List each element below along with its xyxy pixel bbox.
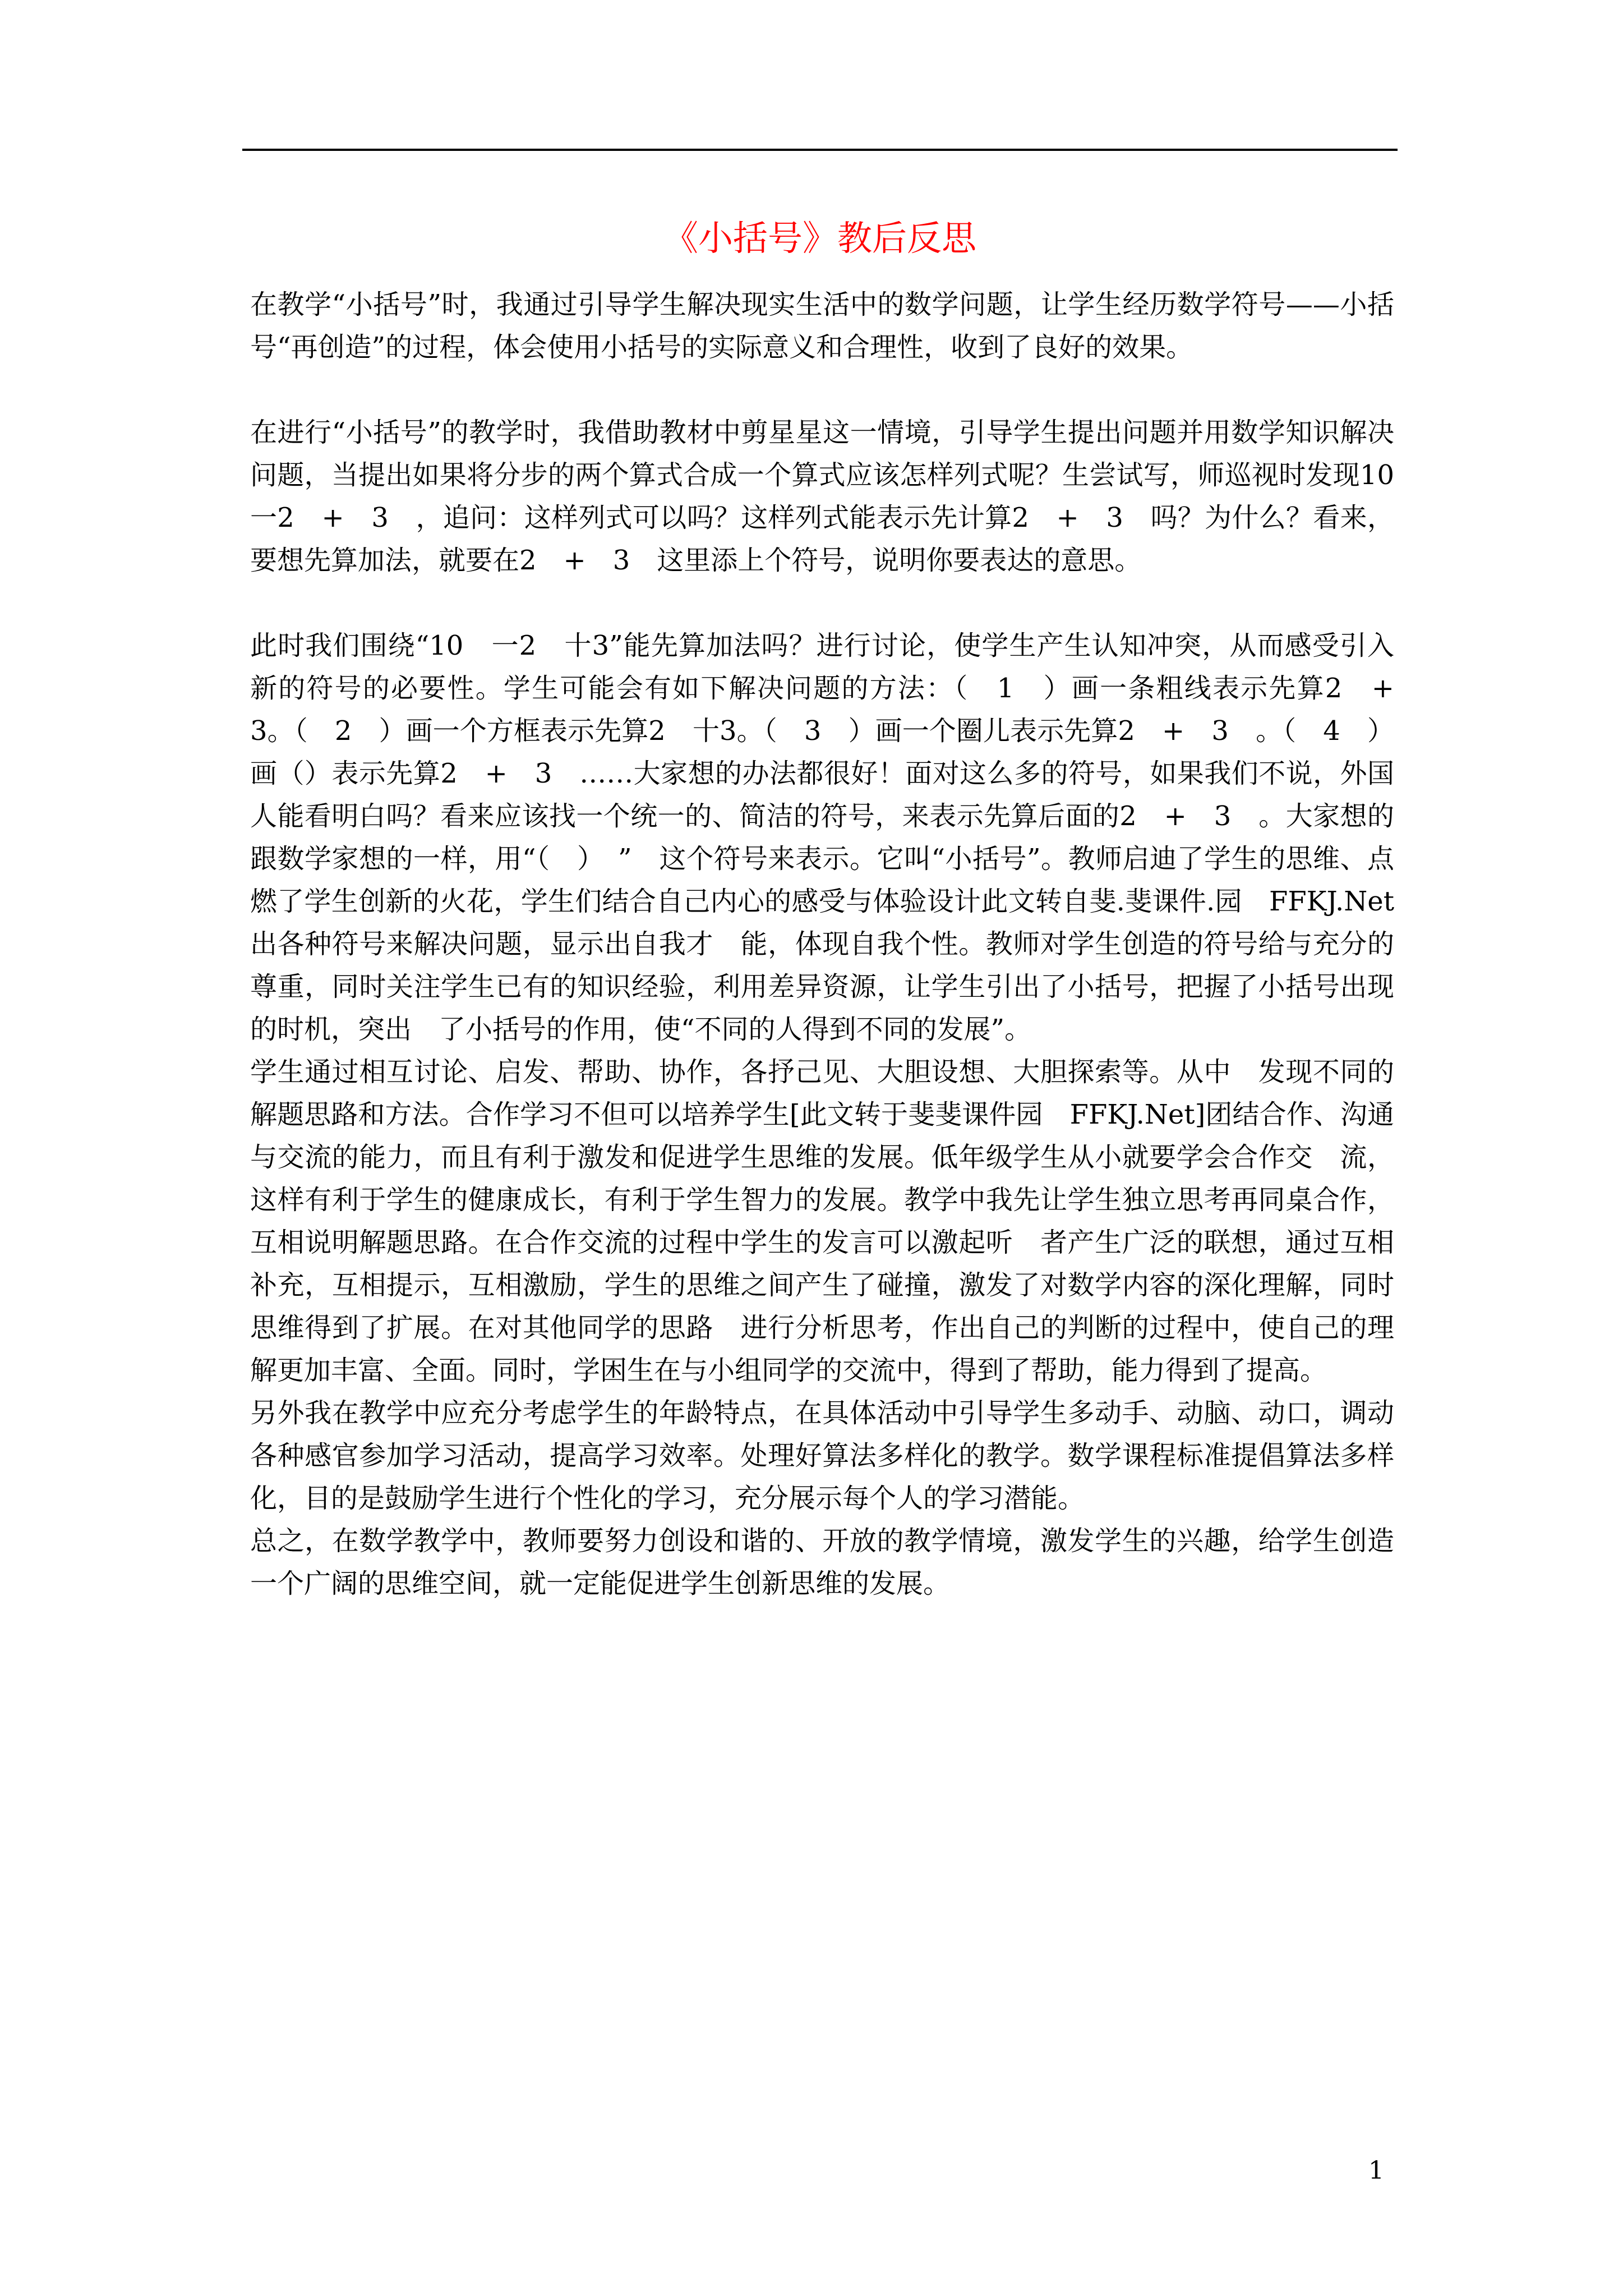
header-rule	[242, 149, 1398, 151]
paragraph-intro: 在教学“小括号”时，我通过引导学生解决现实生活中的数学问题，让学生经历数学符号——小括号“再创造”的过程，体会使用小括号的实际意义和合理性，收到了良好的效果。	[250, 289, 1394, 363]
paragraph-discussion: 此时我们围绕“10 一2 十3”能先算加法吗？进行讨论，使学生产生认知冲突，从而感受引入新的符号的必要性。学生可能会有如下解决问题的方法：（ 1 ）画一条粗线表示先算2 + 3。（ 2 ）画一个方框表示先算2 十3。（ 3 ）画一个圈儿表示先算2 + 3 。（ 4 ）画（）表示先算2 + 3 ……大家想的办法都很好！面对这么多的符号，如果我们不说，外国人能看明白吗？看来应该找一个统一的、简洁的符号，来表示先算后面的2 + 3 。大家想的跟数学家想的一样，用“（ ） ” 这个符号来表示。它叫“小括号”。教师启迪了学生的思维、点燃了学生创新的火花，学生们结合自己内心的感受与体验设计此文转自斐.斐课件.园 FFKJ.Net出各种符号来解决问题，显示出自我才 能，体现自我个性。教师对学生创造的符号给与充分的尊重，同时关注学生已有的知识经验，利用差异资源，让学生引出了小括号，把握了小括号出现的时机，突出 了小括号的作用，使“不同的人得到不同的发展”。	[250, 630, 1422, 1045]
paragraph-conclusion: 总之，在数学教学中，教师要努力创设和谐的、开放的教学情境，激发学生的兴趣，给学生创造一个广阔的思维空间，就一定能促进学生创新思维的发展。	[250, 1525, 1394, 1599]
paragraph-lesson-setup: 在进行“小括号”的教学时，我借助教材中剪星星这一情境，引导学生提出问题并用数学知识解决问题，当提出如果将分步的两个算式合成一个算式应该怎样列式呢？生尝试写，师巡视时发现10 一2 + 3 ，追问：这样列式可以吗？这样列式能表示先计算2 + 3 吗？为什么？看来，要想先算加法，就要在2 + 3 这里添上个符号，说明你要表达的意思。	[250, 417, 1422, 576]
document-body	[250, 283, 1422, 1605]
document-title: 《小括号》教后反思	[663, 218, 976, 259]
page-number: 1	[1368, 2156, 1384, 2185]
paragraph-age-characteristics: 另外我在教学中应充分考虑学生的年龄特点，在具体活动中引导学生多动手、动脑、动口，调动各种感官参加学习活动，提高学习效率。处理好算法多样化的教学。数学课程标准提倡算法多样化，目的是鼓励学生进行个性化的学习，充分展示每个人的学习潜能。	[250, 1397, 1394, 1514]
paragraph-cooperation: 学生通过相互讨论、启发、帮助、协作，各抒己见、大胆设想、大胆探索等。从中 发现不同的解题思路和方法。合作学习不但可以培养学生[此文转于斐斐课件园 FFKJ.Net]团结合作、沟通与交流的能力，而且有利于激发和促进学生思维的发展。低年级学生从小就要学会合作交 流，这样有利于学生的健康成长，有利于学生智力的发展。教学中我先让学生独立思考再同桌合作，互相说明解题思路。在合作交流的过程中学生的发言可以激起听 者产生广泛的联想，通过互相补充，互相提示，互相激励，学生的思维之间产生了碰撞，激发了对数学内容的深化理解，同时思维得到了扩展。在对其他同学的思路 进行分析思考，作出自己的判断的过程中，使自己的理解更加丰富、全面。同时，学困生在与小组同学的交流中，得到了帮助，能力得到了提高。	[250, 1056, 1394, 1386]
